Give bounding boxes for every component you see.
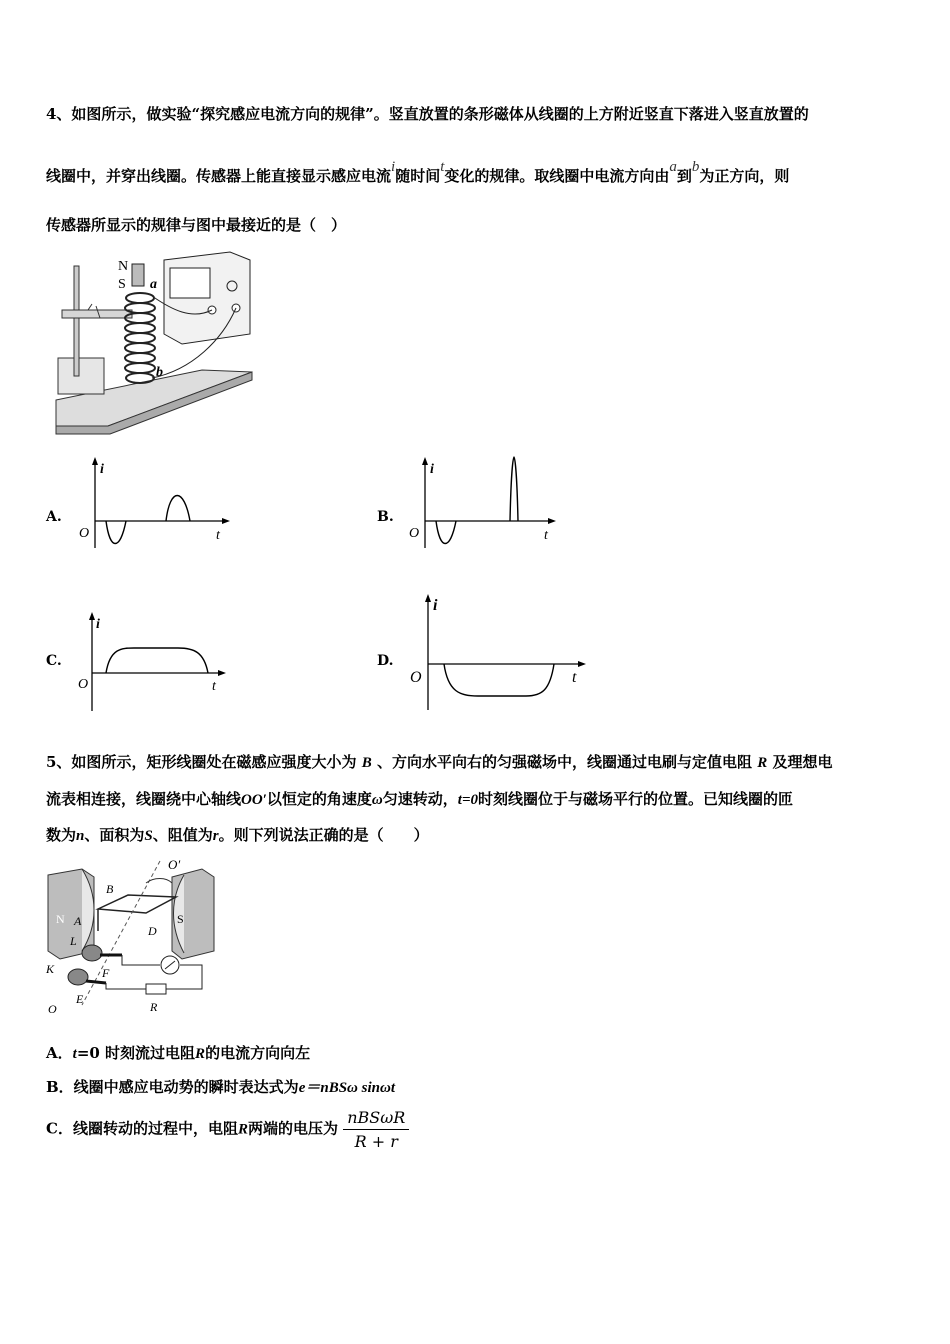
- label-S: S: [177, 912, 184, 926]
- q4-line2-text-d: 到: [676, 167, 692, 185]
- axis-label-t: t: [572, 669, 577, 686]
- q4-line1-text: 4、如图所示，做实验“探究感应电流方向的规律”。竖直放置的条形磁体从线圈的上方附近竖直下落进入竖直放置的: [46, 105, 809, 123]
- q5-line1-text-a: 5、如图所示，矩形线圈处在磁感应强度大小为: [46, 753, 357, 771]
- q5-symbol-B: B: [361, 755, 372, 771]
- q5-option-c-text-a: C．线圈转动的过程中，电阻: [46, 1119, 238, 1138]
- q5-option-c-text-b: 两端的电压为: [247, 1119, 338, 1138]
- y-axis-arrow: [89, 612, 95, 620]
- q5-line3-text-a: 数为: [46, 826, 77, 844]
- curve-negative-pulse: [106, 521, 126, 544]
- option-a-label[interactable]: A.: [46, 509, 62, 525]
- q5-option-a-t: t: [72, 1046, 77, 1062]
- q5-line3-text-c: 、阻值为: [152, 826, 213, 844]
- q5-option-c[interactable]: [46, 1108, 409, 1151]
- option-b-graph[interactable]: [400, 455, 570, 550]
- curve-positive-pulse: [166, 496, 190, 522]
- q4-line2: [46, 159, 790, 186]
- axis-label-t: t: [212, 679, 216, 694]
- label-L: L: [70, 934, 77, 948]
- q5-symbol-R: R: [757, 755, 768, 771]
- axis-label-t: t: [216, 528, 220, 543]
- curve-negative-plateau: [444, 664, 554, 696]
- q5-symbol-omega: ω: [371, 792, 383, 808]
- resistor-R: [146, 984, 166, 994]
- q5-generator-figure: [42, 855, 222, 1017]
- x-axis-arrow: [578, 661, 586, 667]
- curve-positive-spike: [510, 457, 518, 521]
- q5-line2-text-b: 以恒定的角速度: [266, 790, 372, 808]
- q4-line2-text-c: 变化的规律。取线圈中电流方向由: [444, 167, 670, 185]
- origin-label: O: [79, 526, 90, 541]
- label-a: a: [150, 277, 157, 292]
- q4-symbol-a: a: [669, 159, 677, 175]
- q5-line1: [46, 751, 832, 772]
- q4-line1: [46, 103, 809, 124]
- label-E: E: [76, 992, 84, 1006]
- x-axis-arrow: [222, 518, 230, 524]
- label-B: B: [106, 882, 114, 896]
- option-d-label[interactable]: D.: [377, 653, 394, 669]
- q4-symbol-b: b: [691, 159, 700, 175]
- q5-line2: [46, 788, 793, 809]
- q5-line2-text-a: 流表相连接，线圈绕中心轴线: [46, 790, 242, 808]
- q5-symbol-r: r: [212, 828, 219, 844]
- option-c-graph[interactable]: [70, 608, 240, 713]
- y-axis-arrow: [425, 594, 431, 602]
- stand-base: [58, 358, 104, 394]
- rectangular-coil: [98, 895, 176, 913]
- q5-option-c-R: R: [237, 1121, 248, 1138]
- slip-ring-L: [82, 945, 102, 961]
- x-axis-arrow: [218, 670, 226, 676]
- q5-option-b[interactable]: [46, 1076, 395, 1097]
- q5-option-a[interactable]: [46, 1042, 310, 1063]
- q5-line1-text-b: 、方向水平向右的匀强磁场中，线圈通过电刷与定值电阻: [376, 753, 752, 771]
- q4-line2-text-b: 随时间: [395, 167, 441, 185]
- q5-option-c-fraction: [343, 1108, 409, 1151]
- q5-option-a-text-b: =0 时刻流过电阻: [76, 1044, 196, 1062]
- label-b: b: [156, 365, 163, 380]
- curve-negative-pulse: [436, 521, 456, 544]
- bar-magnet: [132, 264, 144, 286]
- q5-option-a-prefix: A．: [46, 1044, 73, 1062]
- q5-line3-text-d: 。则下列说法正确的是（ ）: [218, 826, 429, 844]
- axis-label-i: i: [96, 617, 100, 632]
- q5-line3-text-b: 、面积为: [84, 826, 145, 844]
- axis-label-i: i: [430, 462, 434, 477]
- curve-positive-plateau: [106, 648, 208, 673]
- q4-line2-text-e: 为正方向，则: [699, 167, 790, 185]
- label-R: R: [150, 1000, 158, 1014]
- label-N: N: [56, 912, 65, 926]
- origin-label: O: [410, 669, 422, 686]
- axis-label-i: i: [100, 462, 104, 477]
- q5-symbol-S: S: [144, 828, 153, 844]
- sensor-screen: [170, 268, 210, 298]
- x-axis-arrow: [548, 518, 556, 524]
- q5-symbol-t0: t=0: [457, 792, 479, 808]
- q5-option-a-text-c: 的电流方向向左: [205, 1044, 311, 1062]
- rotation-arrow: [146, 879, 172, 884]
- stand-clamp: [62, 310, 132, 318]
- brush-E: [86, 981, 106, 983]
- stand-rod: [74, 266, 79, 376]
- q5-line1-text-c: 及理想电: [772, 753, 833, 771]
- option-b-label[interactable]: B.: [377, 509, 394, 525]
- label-O-prime: O′: [168, 857, 181, 872]
- y-axis-arrow: [422, 457, 428, 465]
- q5-option-c-numerator: nBSωR: [343, 1108, 409, 1130]
- label-K: K: [46, 962, 55, 976]
- q4-symbol-t: t: [440, 159, 445, 175]
- q5-line2-text-d: 时刻线圈位于与磁场平行的位置。已知线圈的匝: [478, 790, 794, 808]
- q5-option-b-text: B．线圈中感应电动势的瞬时表达式为: [46, 1078, 299, 1096]
- label-N: N: [118, 259, 129, 274]
- q4-symbol-i: i: [391, 159, 396, 175]
- origin-label: O: [409, 526, 420, 541]
- q4-line3: [46, 214, 346, 235]
- axis-label-i: i: [433, 597, 438, 614]
- slip-ring-K: [68, 969, 88, 985]
- q5-option-a-R: R: [195, 1046, 206, 1062]
- label-O: O: [48, 1002, 57, 1016]
- coil: [125, 293, 155, 383]
- option-a-graph[interactable]: [70, 455, 240, 550]
- q5-option-c-denominator: R + r: [354, 1132, 398, 1151]
- q4-line3-text: 传感器所显示的规律与图中最接近的是（ ）: [46, 216, 347, 234]
- label-A: A: [74, 914, 82, 928]
- axis-label-t: t: [544, 528, 548, 543]
- q4-apparatus-figure: [52, 250, 254, 436]
- label-F: F: [102, 966, 110, 980]
- q4-line2-text-a: 线圈中，并穿出线圈。传感器上能直接显示感应电流: [46, 167, 392, 185]
- q5-line2-text-c: 匀速转动，: [382, 790, 458, 808]
- q5-symbol-n: n: [76, 828, 85, 844]
- origin-label: O: [78, 677, 89, 692]
- label-D: D: [148, 924, 157, 938]
- y-axis-arrow: [92, 457, 98, 465]
- label-S: S: [118, 277, 126, 292]
- option-c-label[interactable]: C.: [46, 653, 62, 669]
- q5-option-b-equation: e＝nBSω sinωt: [298, 1080, 395, 1096]
- q5-line3: [46, 824, 429, 845]
- q5-symbol-OO: OO′: [241, 792, 267, 808]
- option-d-graph[interactable]: [400, 590, 595, 712]
